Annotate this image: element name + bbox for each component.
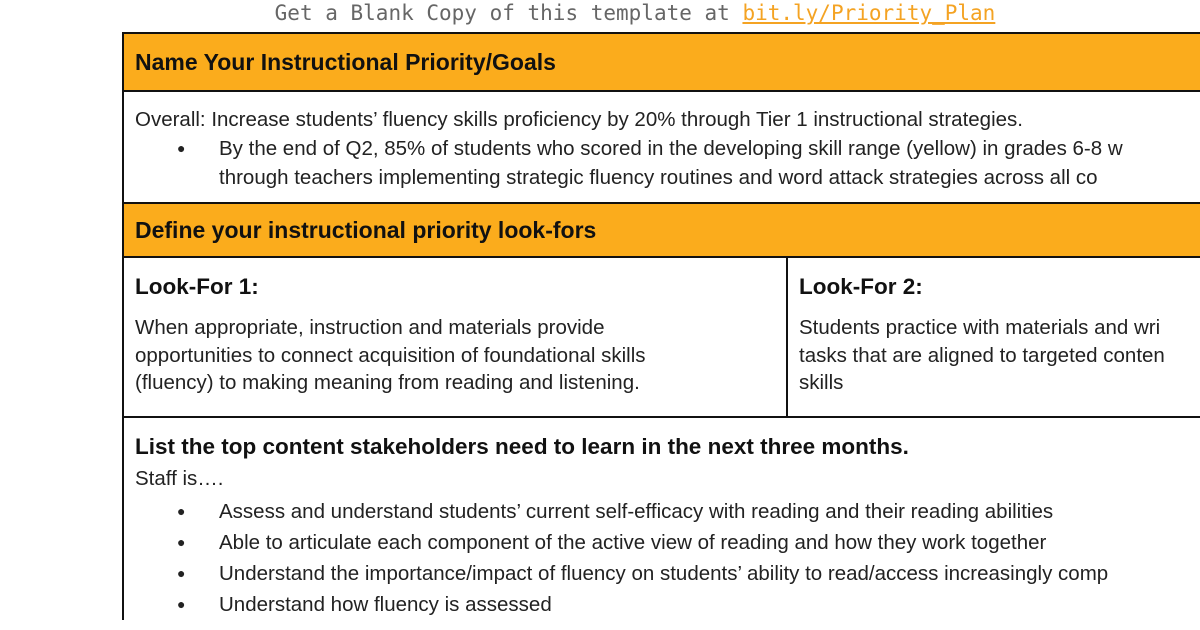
lookfor-2-line: Students practice with materials and wri: [799, 316, 1161, 339]
goal-bullet-line: through teachers implementing strategic fluency routines and word attack strategies across all co: [219, 166, 1098, 189]
lookfor-2-line: tasks that are aligned to targeted conten: [799, 343, 1165, 367]
lookfor-1-body: [135, 314, 786, 397]
overall-goal: Overall: Increase students’ fluency skills proficiency by 20% through Tier 1 instructional strategies.: [135, 108, 1023, 131]
lookfor-2-cell: [788, 258, 1200, 416]
goals-section-title: Name Your Instructional Priority/Goals: [135, 48, 556, 75]
stakeholders-title: List the top content stakeholders need to learn in the next three months.: [135, 434, 909, 459]
lookfor-1-title: Look-For 1:: [135, 274, 259, 299]
lookfors-section-header: [124, 202, 1200, 258]
template-source-line: [0, 0, 1200, 27]
stakeholders-item: ● Assess and understand students’ current self-efficacy with reading and their reading abilities: [135, 496, 1200, 527]
stakeholders-item: ● Able to articulate each component of the active view of reading and how they work together: [135, 527, 1200, 558]
goal-bullet-item: [135, 134, 1200, 192]
goal-bullet-line: ● By the end of Q2, 85% of students who scored in the developing skill range (yellow) in grades 6-8 w: [219, 137, 1123, 160]
lookfor-2-title: Look-For 2:: [799, 274, 923, 299]
template-link[interactable]: bit.ly/Priority_Plan: [742, 1, 996, 25]
goals-section-header: [124, 34, 1200, 92]
lookfor-1-cell: [124, 258, 788, 416]
lookfor-1-line: When appropriate, instruction and materials provide: [135, 316, 605, 339]
stakeholders-intro: Staff is….: [135, 467, 224, 490]
stakeholders-list: [135, 496, 1200, 620]
priority-plan-table: [122, 32, 1200, 620]
lookfor-1-line: (fluency) to making meaning from reading and listening.: [135, 371, 640, 394]
lookfor-2-line: skills: [799, 371, 844, 394]
stakeholders-item: ● Understand the importance/impact of fluency on students’ ability to read/access increasingly comp: [135, 558, 1200, 589]
goals-cell: [124, 92, 1200, 202]
stakeholders-item: ● Understand how fluency is assessed: [135, 589, 1200, 620]
goal-bullet-list: [135, 134, 1200, 192]
lookfor-2-body: [799, 314, 1200, 397]
header-prefix: Get a Blank Copy of this template at: [274, 1, 743, 25]
lookfors-section-title: Define your instructional priority look-fors: [135, 216, 597, 243]
lookfors-row: [124, 258, 1200, 418]
stakeholders-cell: [124, 418, 1200, 620]
lookfor-1-line: opportunities to connect acquisition of foundational skills: [135, 343, 646, 367]
